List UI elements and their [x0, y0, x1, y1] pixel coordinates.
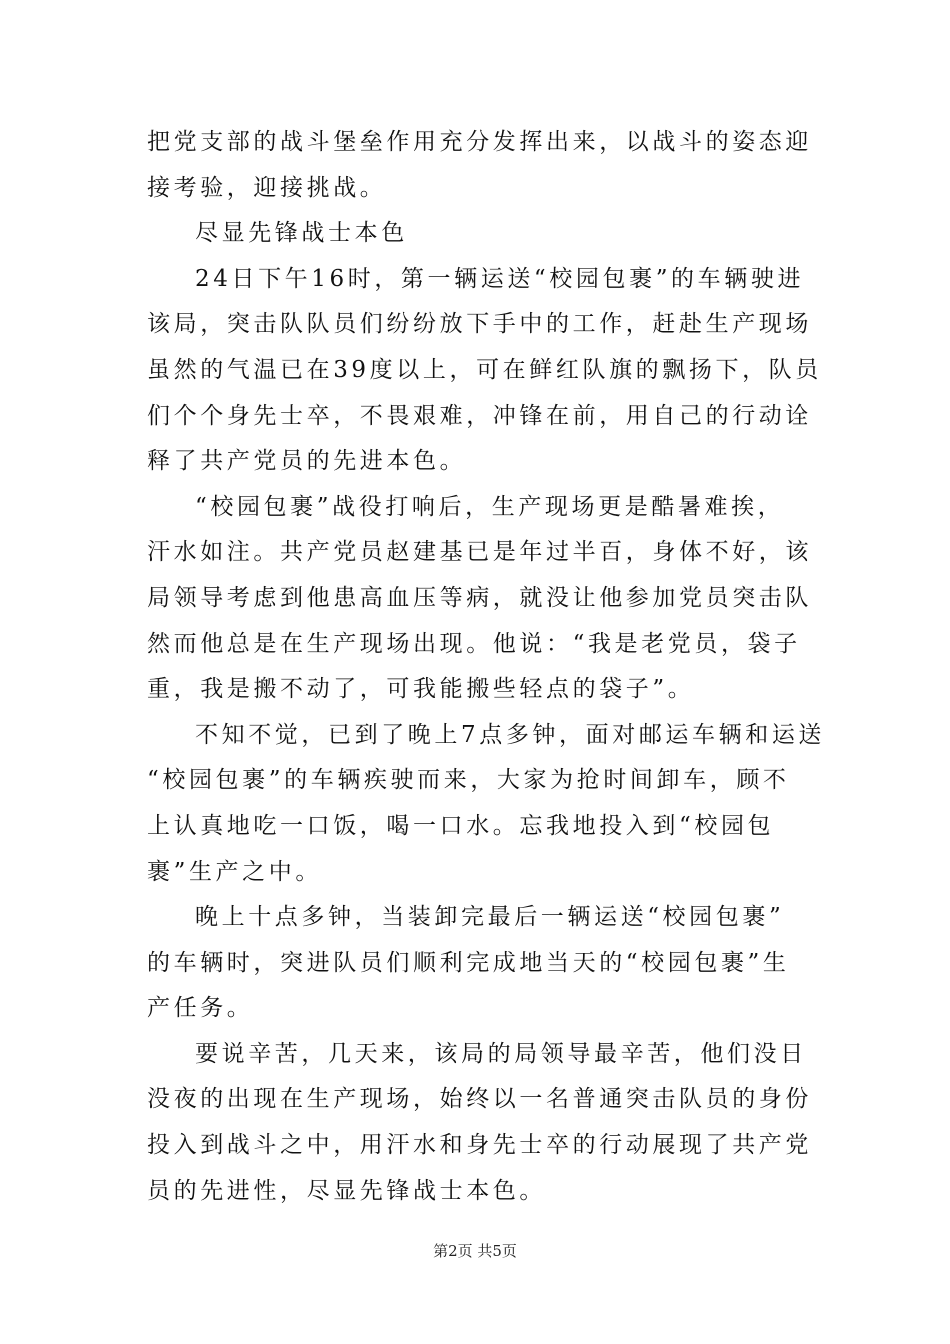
- section-heading: 尽显先锋战士本色: [195, 220, 408, 247]
- text-line: “校园包裹”的车辆疾驶而来，大家为抢时间卸车，顾不: [147, 767, 790, 794]
- page-number-footer: 第2页 共5页: [433, 1242, 517, 1260]
- text-line: “校园包裹”战役打响后，生产现场更是酷暑难挨，: [195, 493, 785, 520]
- text-line: 重，我是搬不动了，可我能搬些轻点的袋子”。: [147, 676, 695, 703]
- text-line: 虽然的气温已在39度以上，可在鲜红队旗的飘扬下，队员: [147, 356, 822, 383]
- text-line: 释了共产党员的先进本色。: [147, 448, 467, 475]
- text-line: 局领导考虑到他患高血压等病，就没让他参加党员突击队: [147, 584, 812, 611]
- text-line: 晚上十点多钟，当装卸完最后一辆运送“校园包裹”: [195, 904, 785, 931]
- text-line: 接考验，迎接挑战。: [147, 174, 387, 201]
- text-line: 们个个身先士卒，不畏艰难，冲锋在前，用自己的行动诠: [147, 402, 812, 429]
- text-line: 不知不觉，已到了晚上7点多钟，面对邮运车辆和运送: [195, 721, 826, 748]
- text-line: 24日下午16时，第一辆运送“校园包裹”的车辆驶进: [195, 265, 805, 292]
- text-line: 员的先进性，尽显先锋战士本色。: [147, 1177, 546, 1204]
- text-line: 该局，突击队队员们纷纷放下手中的工作，赶赴生产现场: [147, 311, 812, 338]
- text-line: 把党支部的战斗堡垒作用充分发挥出来，以战斗的姿态迎: [147, 129, 812, 155]
- text-line: 上认真地吃一口饭，喝一口水。忘我地投入到“校园包: [147, 812, 775, 839]
- text-line: 要说辛苦，几天来，该局的局领导最辛苦，他们没日: [195, 1040, 807, 1067]
- text-line: 没夜的出现在生产现场，始终以一名普通突击队员的身份: [147, 1086, 812, 1113]
- text-line: 裹”生产之中。: [147, 858, 322, 885]
- text-line: 投入到战斗之中，用汗水和身先士卒的行动展现了共产党: [147, 1132, 812, 1159]
- text-line: 然而他总是在生产现场出现。他说：“我是老党员，袋子: [147, 630, 801, 657]
- text-line: 的车辆时，突进队员们顺利完成地当天的“校园包裹”生: [147, 949, 790, 976]
- text-line: 产任务。: [147, 995, 254, 1022]
- text-line: 汗水如注。共产党员赵建基已是年过半百，身体不好，该: [147, 539, 812, 566]
- body-text: [147, 120, 826, 1214]
